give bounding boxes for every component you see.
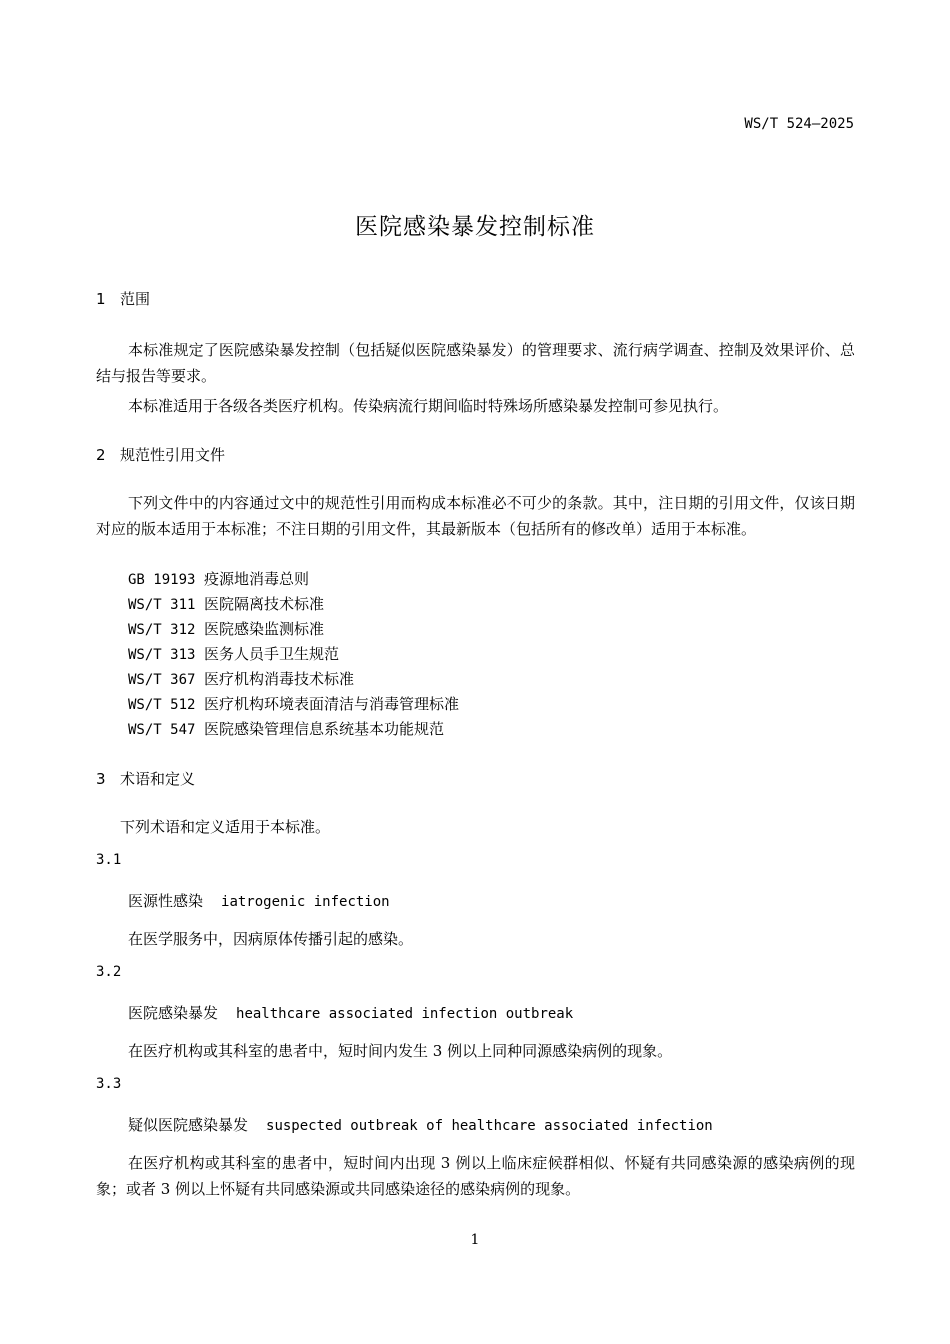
document-title: 医院感染暴发控制标准 — [355, 214, 595, 240]
term-definition: 在医学服务中，因病原体传播引起的感染。 — [128, 930, 414, 948]
reference-title: 医疗机构消毒技术标准 — [204, 670, 355, 688]
section-title: 术语和定义 — [120, 770, 196, 788]
reference-title: 医务人员手卫生规范 — [204, 645, 340, 663]
scope-paragraph-2: 本标准适用于各级各类医疗机构。传染病流行期间临时特殊场所感染暴发控制可参见执行。 — [128, 397, 729, 415]
reference-code: WS/T 367 — [128, 672, 196, 688]
term-en: suspected outbreak of healthcare associated infection — [266, 1118, 713, 1134]
terms-intro: 下列术语和定义适用于本标准。 — [120, 818, 331, 836]
term-entry — [128, 1002, 573, 1023]
section-number: 2 — [96, 446, 106, 464]
section-number: 1 — [96, 290, 106, 308]
reference-title: 医院隔离技术标准 — [204, 595, 325, 613]
term-definition: 在医疗机构或其科室的患者中，短时间内发生 3 例以上同种同源感染病例的现象。 — [128, 1042, 673, 1060]
term-zh: 疑似医院感染暴发 — [128, 1116, 249, 1134]
term-entry — [128, 890, 390, 911]
reference-code: WS/T 512 — [128, 697, 196, 713]
section-heading-scope — [96, 288, 150, 309]
clause-number: 3.2 — [96, 964, 122, 980]
section-heading-references — [96, 444, 225, 465]
section-number: 3 — [96, 770, 106, 788]
reference-item — [128, 693, 459, 714]
page-number: 1 — [470, 1232, 480, 1248]
reference-code: GB 19193 — [128, 572, 196, 588]
reference-item — [128, 618, 324, 639]
term-zh: 医源性感染 — [128, 892, 204, 910]
term-zh: 医院感染暴发 — [128, 1004, 219, 1022]
reference-item — [128, 643, 339, 664]
section-title: 范围 — [120, 290, 151, 308]
scope-paragraph-1: 本标准规定了医院感染暴发控制（包括疑似医院感染暴发）的管理要求、流行病学调查、控制及效果评价、总结与报告等要求。 — [96, 341, 855, 385]
reference-code: WS/T 313 — [128, 647, 196, 663]
reference-title: 疫源地消毒总则 — [204, 570, 310, 588]
clause-number: 3.3 — [96, 1076, 122, 1092]
reference-item — [128, 568, 309, 589]
term-definition: 在医疗机构或其科室的患者中，短时间内出现 3 例以上临床症候群相似、怀疑有共同感染源的感染病例的现象；或者 3 例以上怀疑有共同感染源或共同感染途径的感染病例的现象。 — [96, 1154, 855, 1198]
reference-code: WS/T 547 — [128, 722, 196, 738]
reference-item — [128, 718, 444, 739]
section-heading-terms — [96, 768, 195, 789]
reference-title: 医疗机构环境表面清洁与消毒管理标准 — [204, 695, 460, 713]
reference-code: WS/T 311 — [128, 597, 196, 613]
clause-number: 3.1 — [96, 852, 122, 868]
term-en: iatrogenic infection — [221, 894, 390, 910]
document-code: WS/T 524—2025 — [744, 116, 854, 132]
term-entry — [128, 1114, 713, 1135]
reference-item — [128, 593, 324, 614]
reference-title: 医院感染监测标准 — [204, 620, 325, 638]
references-intro: 下列文件中的内容通过文中的规范性引用而构成本标准必不可少的条款。其中，注日期的引用文件，仅该日期对应的版本适用于本标准；不注日期的引用文件，其最新版本（包括所有的修改单）适用于本标准。 — [96, 494, 855, 538]
term-en: healthcare associated infection outbreak — [236, 1006, 574, 1022]
section-title: 规范性引用文件 — [120, 446, 226, 464]
reference-title: 医院感染管理信息系统基本功能规范 — [204, 720, 445, 738]
reference-item — [128, 668, 354, 689]
reference-code: WS/T 312 — [128, 622, 196, 638]
